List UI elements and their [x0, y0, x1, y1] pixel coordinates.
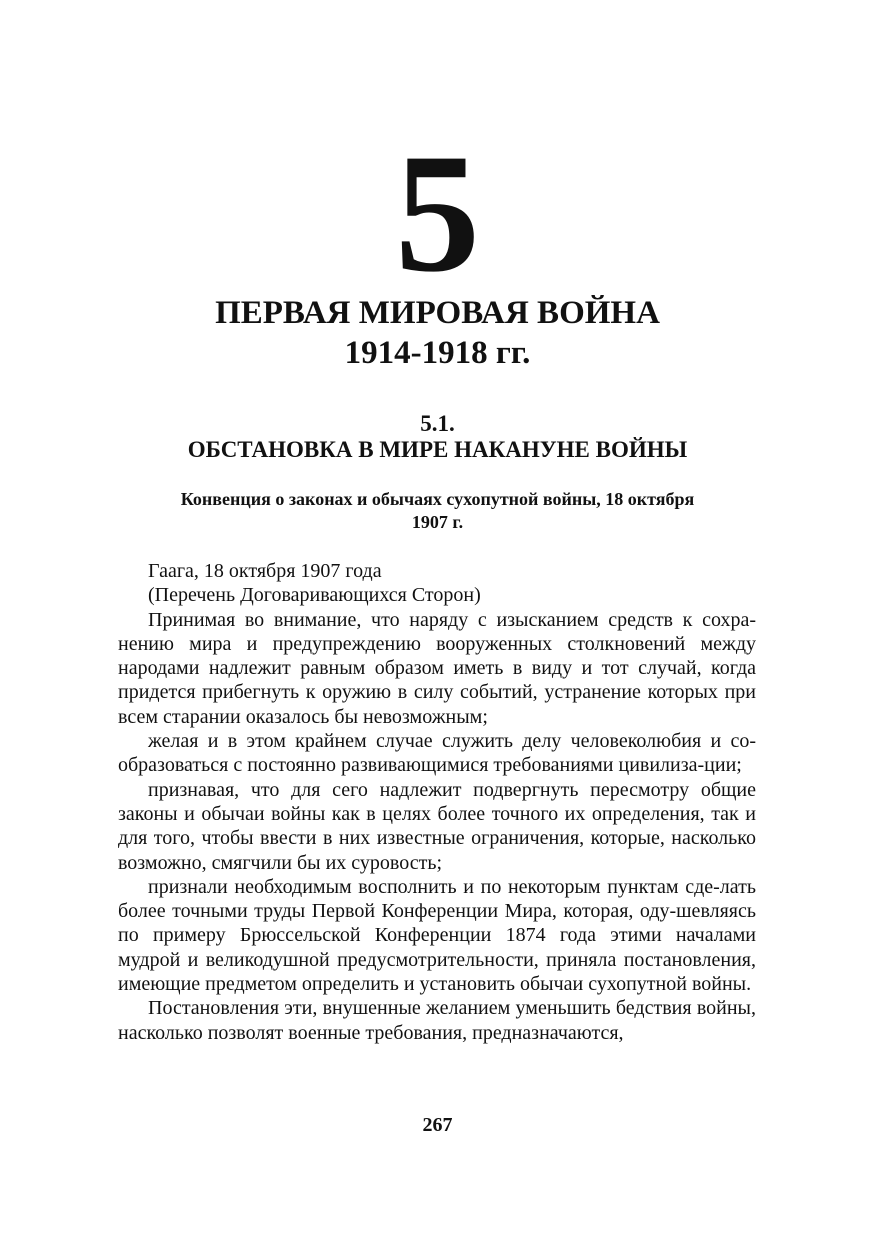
paragraph: Постановления эти, внушенные желанием уменьшить бедствия войны, насколько позволят военные требования, предназначаются,: [118, 997, 756, 1044]
chapter-number: 5: [395, 119, 480, 307]
paragraph: Принимая во внимание, что наряду с изысканием средств к сохра-нению мира и предупреждению вооруженных столкновений между народами надлежит равным образом иметь в виду и тот случай, когда придется прибегнуть к оружию в силу событий, устранение которых при всем старании оказалось бы невозможным;: [118, 608, 756, 728]
document-title-line: Конвенция о законах и обычаях сухопутной войны, 18 октября: [180, 489, 695, 509]
chapter-title-line: ПЕРВАЯ МИРОВАЯ ВОЙНА: [215, 295, 660, 331]
document-title-date: 1907 г.: [411, 512, 464, 532]
paragraph: признали необходимым восполнить и по некоторым пунктам сде-лать более точными труды Первой Конференции Мира, которая, оду-шевляясь по примеру Брюссельской Конференции 1874 года этими началами мудрой и великодушной предусмотрительности, приняла постановления, имеющие предметом определить и установить обычаи сухопутной войны.: [118, 875, 756, 996]
document-title: [120, 488, 755, 534]
section-title: ОБСТАНОВКА В МИРЕ НАКАНУНЕ ВОЙНЫ: [187, 437, 688, 462]
chapter-title-years: 1914-1918 гг.: [344, 335, 531, 371]
chapter-title: [0, 293, 875, 373]
section-number: 5.1.: [420, 411, 455, 436]
paragraph-place-date: Гаага, 18 октября 1907 года: [148, 560, 382, 582]
paragraph-parties: (Перечень Договаривающихся Сторон): [148, 584, 481, 607]
paragraph: желая и в этом крайнем случае служить делу человеколюбия и со-образоваться с постоянно развивающимися требованиями цивилиза-ции;: [118, 730, 756, 777]
paragraph: признавая, что для сего надлежит подвергнуть пересмотру общие законы и обычаи войны как в целях более точного их определения, так и для того, чтобы ввести в них известные ограничения, которые, насколько возможно, смягчили бы их суровость;: [118, 778, 756, 874]
page-number: 267: [422, 1114, 453, 1136]
body-text: [118, 559, 756, 1045]
